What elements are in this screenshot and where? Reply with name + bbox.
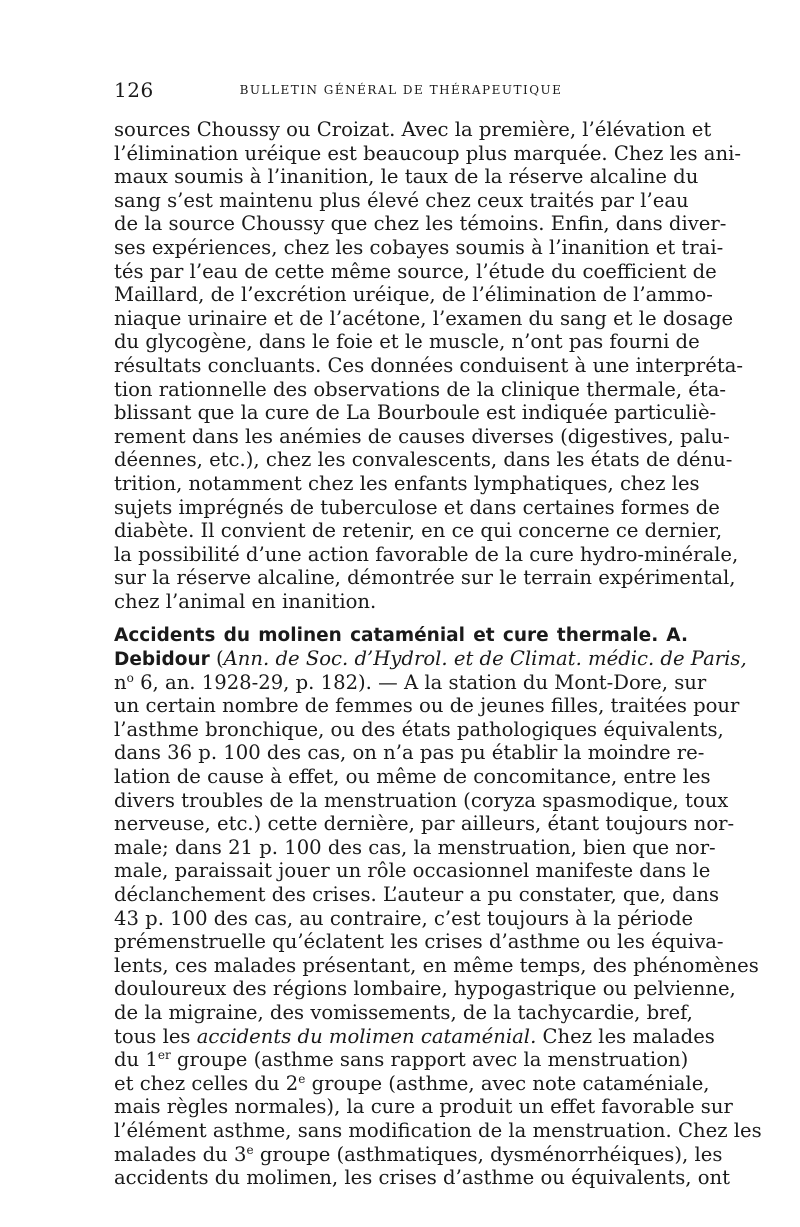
text-line: déennes, etc.), chez les convalescents, dans les états de dénu-: [114, 448, 733, 472]
line-post: groupe (asthmatiques, dysménorrhéiques), les: [253, 1142, 723, 1166]
line-pre: et chez celles du 2: [114, 1071, 299, 1095]
italic-term: accidents du molimen cataménial.: [196, 1024, 537, 1048]
line-pre: du 1: [114, 1048, 158, 1072]
text-line: Maillard, de l’excrétion uréique, de l’élimination de l’ammo-: [114, 283, 713, 307]
body-text: [114, 118, 762, 1190]
text-line: la possibilité d’une action favorable de la cure hydro-minérale,: [114, 542, 739, 566]
text-line: ses expériences, chez les cobayes soumis à l’inanition et trai-: [114, 235, 724, 259]
text-line: sur la réserve alcaline, démontrée sur le terrain expérimental,: [114, 566, 736, 590]
paragraph-choussy: [114, 118, 744, 613]
article-title: Accidents du molinen cataménial et cure thermale.: [114, 625, 659, 647]
citation-journal: Ann. de Soc. d’Hydrol. et de Climat. médic. de Paris,: [223, 647, 747, 671]
text-line: 43 p. 100 des cas, au contraire, c’est toujours à la période: [114, 906, 694, 930]
ordinal-sup: e: [298, 1071, 306, 1086]
text-line: rement dans les anémies de causes diverses (digestives, palu-: [114, 424, 730, 448]
text-line: sang s’est maintenu plus élevé chez ceux traités par l’eau: [114, 188, 689, 212]
paragraph-spacer: [114, 613, 688, 623]
citation-number-prefix: n: [114, 670, 127, 694]
citation-number-sup: o: [126, 670, 134, 685]
group-3-line: [114, 1142, 723, 1167]
text-line: diabète. Il convient de retenir, en ce qui concerne ce dernier,: [114, 519, 723, 543]
text-line: tés par l’eau de cette même source, l’étude du coefficient de: [114, 259, 717, 283]
line-pre: malades du 3: [114, 1142, 247, 1166]
page-number: 126: [114, 78, 154, 102]
citation-number-line: [114, 670, 707, 695]
text-line: male; dans 21 p. 100 des cas, la menstruation, bien que nor-: [114, 835, 716, 859]
text-line: niaque urinaire et de l’acétone, l’examen du sang et le dosage: [114, 306, 734, 330]
author-initial: A.: [666, 625, 688, 647]
text-line: maux soumis à l’inanition, le taux de la réserve alcaline du: [114, 165, 699, 189]
text-line: male, paraissait jouer un rôle occasionnel manifeste dans le: [114, 859, 711, 883]
text-line: prémenstruelle qu’éclatent les crises d’asthme ou les équiva-: [114, 930, 724, 954]
italic-term-line: [114, 1024, 715, 1049]
text-line: blissant que la cure de La Bourboule est indiquée particuliè-: [114, 401, 717, 425]
group-2-line: [114, 1071, 710, 1096]
text-line: chez l’animal en inanition.: [114, 589, 377, 613]
text-line: déclanchement des crises. L’auteur a pu constater, que, dans: [114, 883, 720, 906]
text-line: du glycogène, dans le foie et le muscle, n’ont pas fourni de: [114, 330, 700, 354]
text-line: dans 36 p. 100 des cas, on n’a pas pu établir la moindre re-: [114, 741, 705, 765]
text-line: trition, notamment chez les enfants lymphatiques, chez les: [114, 471, 700, 495]
text-line: l’élimination uréique est beaucoup plus marquée. Chez les ani-: [114, 141, 741, 165]
ordinal-sup: er: [157, 1048, 171, 1063]
text-line: accidents du molimen, les crises d’asthme ou équivalents, ont: [114, 1166, 731, 1190]
text-line: mais règles normales), la cure a produit un effet favorable sur: [114, 1095, 733, 1119]
author-name: Debidour: [114, 649, 210, 671]
line-post: Chez les malades: [536, 1024, 715, 1048]
text-line: sujets imprégnés de tuberculose et dans certaines formes de: [114, 495, 720, 519]
text-line: lation de cause à effet, ou même de concomitance, entre les: [114, 765, 711, 789]
line-pre: tous les: [114, 1024, 197, 1048]
text-line: tion rationnelle des observations de la clinique thermale, éta-: [114, 377, 727, 401]
group-1-line: [114, 1048, 688, 1072]
text-line: nerveuse, etc.) cette dernière, par ailleurs, étant toujours nor-: [114, 812, 735, 836]
journal-title: BULLETIN GÉNÉRAL DE THÉRAPEUTIQUE: [239, 83, 563, 97]
article-accidents-molimen: [114, 623, 762, 1190]
text-line: de la source Choussy que chez les témoins. Enfin, dans diver-: [114, 212, 727, 236]
citation-line: [114, 647, 747, 671]
text-line: de la migraine, des vomissements, de la tachycardie, bref,: [114, 1000, 693, 1024]
text-line: l’élément asthme, sans modification de la menstruation. Chez les: [114, 1118, 762, 1142]
citation-rest: 6, an. 1928-29, p. 182). — A la station du Mont-Dore, sur: [133, 670, 707, 694]
text-line: un certain nombre de femmes ou de jeunes filles, traitées pour: [114, 694, 740, 718]
text-line: résultats concluants. Ces données conduisent à une interpréta-: [114, 353, 744, 377]
ordinal-sup: e: [246, 1142, 254, 1157]
citation-open-paren: (: [215, 647, 224, 671]
text-line: sources Choussy ou Croizat. Avec la première, l’élévation et: [114, 118, 712, 141]
article-heading-line: [114, 623, 688, 647]
running-head: [114, 78, 688, 102]
line-post: groupe (asthme sans rapport avec la menstruation): [170, 1048, 689, 1072]
text-line: divers troubles de la menstruation (coryza spasmodique, toux: [114, 788, 729, 812]
text-line: douloureux des régions lombaire, hypogastrique ou pelvienne,: [114, 977, 736, 1001]
line-post: groupe (asthme, avec note cataméniale,: [305, 1071, 710, 1095]
text-line: lents, ces malades présentant, en même temps, des phénomènes: [114, 953, 759, 977]
text-line: l’asthme bronchique, ou des états pathologiques équivalents,: [114, 717, 724, 741]
